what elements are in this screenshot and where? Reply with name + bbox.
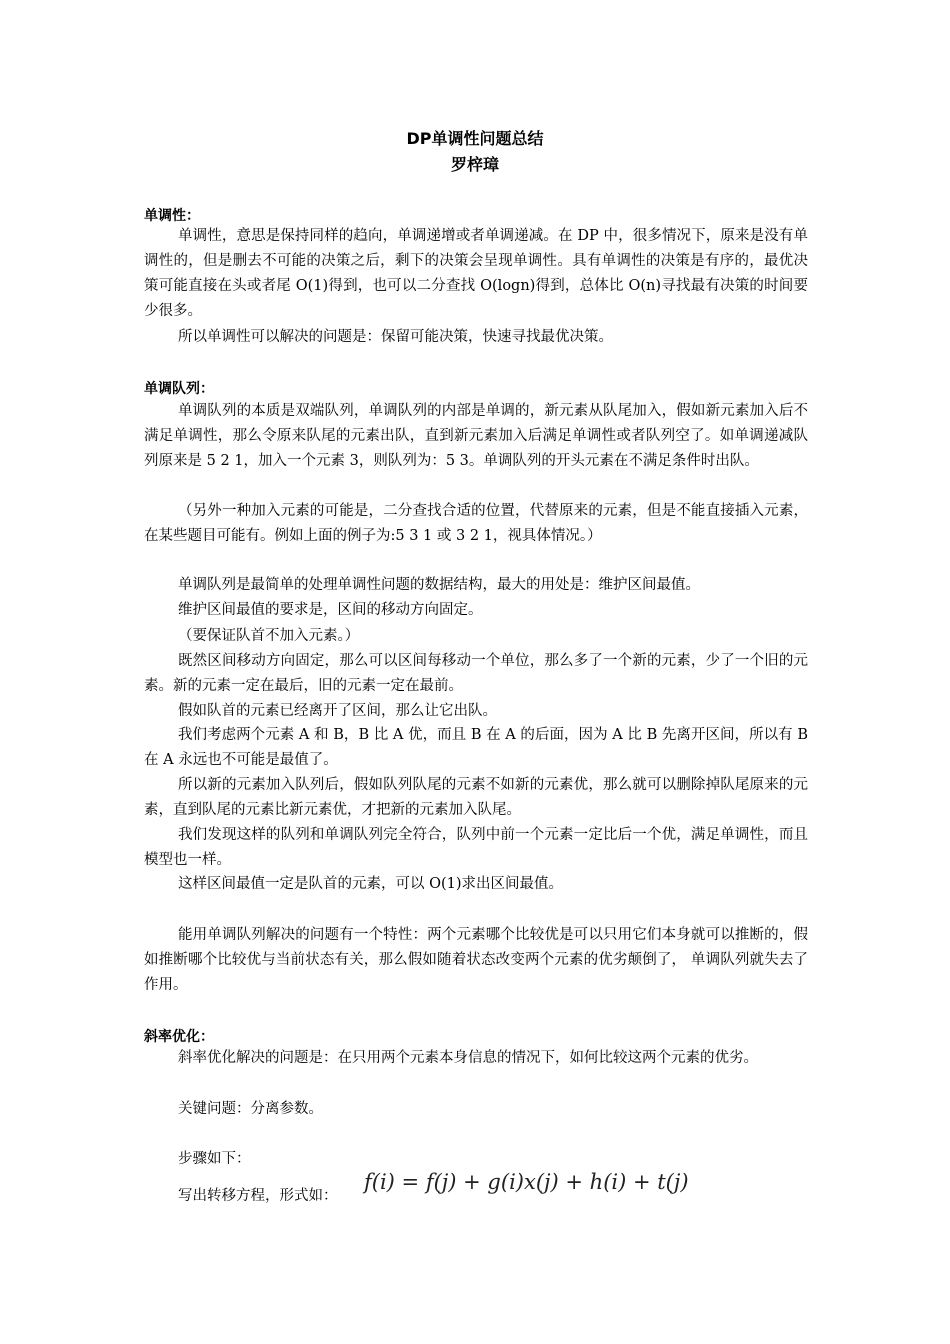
paragraph-queue-6: 既然区间移动方向固定，那么可以区间每移动一个单位，那么多了一个新的元素，少了一个旧的元素。新的元素一定在最后，旧的元素一定在最前。: [144, 653, 808, 694]
section-heading-slope: 斜率优化：: [144, 1029, 214, 1045]
section-heading-queue: 单调队列：: [144, 381, 214, 397]
paragraph-queue-11: 这样区间最值一定是队首的元素，可以 O(1)求出区间最值。: [178, 876, 564, 892]
paragraph-monotonic-1: 单调性，意思是保持同样的趋向，单调递增或者单调递减。在 DP 中，很多情况下，原来是没有单调性的，但是删去不可能的决策之后，剩下的决策会呈现单调性。具有单调性的决策是有序的，最优决策可能直接在头或者尾 O(1)得到，也可以二分查找 O(logn)得到，总体比 O(n)寻找最有决策的时间要少很多。: [144, 228, 808, 319]
paragraph-queue-7: 假如队首的元素已经离开了区间，那么让它出队。: [178, 703, 497, 719]
paragraph-slope-1: 斜率优化解决的问题是：在只用两个元素本身信息的情况下，如何比较这两个元素的优劣。: [178, 1050, 758, 1066]
paragraph-slope-4: 写出转移方程，形式如：: [178, 1188, 338, 1204]
section-heading-monotonic: 单调性：: [144, 208, 200, 224]
paragraph-queue-5: （要保证队首不加入元素。）: [178, 628, 360, 644]
paragraph-queue-2: （另外一种加入元素的可能是，二分查找合适的位置，代替原来的元素，但是不能直接插入元素，在某些题目可能有。例如上面的例子为:5 3 1 或 3 2 1，视具体情况。）: [144, 503, 808, 544]
paragraph-slope-2: 关键问题：分离参数。: [178, 1101, 323, 1117]
document-author: 罗梓璋: [450, 155, 499, 174]
paragraph-queue-9: 所以新的元素加入队列后，假如队列队尾的元素不如新的元素优，那么就可以删除掉队尾原来的元素，直到队尾的元素比新元素优，才把新的元素加入队尾。: [144, 777, 808, 818]
paragraph-queue-12: 能用单调队列解决的问题有一个特性：两个元素哪个比较优是可以只用它们本身就可以推断的，假如推断哪个比较优与当前状态有关，那么假如随着状态改变两个元素的优劣颠倒了， 单调队列就失去了作用。: [144, 927, 808, 993]
paragraph-queue-10: 我们发现这样的队列和单调队列完全符合，队列中前一个元素一定比后一个优，满足单调性，而且模型也一样。: [144, 827, 808, 868]
paragraph-slope-3: 步骤如下：: [178, 1151, 251, 1167]
paragraph-queue-4: 维护区间最值的要求是，区间的移动方向固定。: [178, 602, 483, 618]
document-title: DP单调性问题总结: [406, 129, 544, 148]
paragraph-monotonic-2: 所以单调性可以解决的问题是：保留可能决策，快速寻找最优决策。: [178, 329, 613, 345]
paragraph-queue-8: 我们考虑两个元素 A 和 B，B 比 A 优，而且 B 在 A 的后面，因为 A 比 B 先离开区间，所以有 B 在 A 永远也不可能是最值了。: [144, 727, 808, 768]
paragraph-queue-3: 单调队列是最简单的处理单调性问题的数据结构，最大的用处是：维护区间最值。: [178, 577, 700, 593]
transition-equation: f(i) = f(j) + g(i)x(j) + h(i) + t(j): [364, 1170, 689, 1194]
paragraph-queue-1: 单调队列的本质是双端队列，单调队列的内部是单调的，新元素从队尾加入，假如新元素加入后不满足单调性，那么令原来队尾的元素出队，直到新元素加入后满足单调性或者队列空了。如单调递减队列原来是 5 2 1，加入一个元素 3，则队列为：5 3。单调队列的开头元素在不满足条件时出队。: [144, 403, 808, 469]
